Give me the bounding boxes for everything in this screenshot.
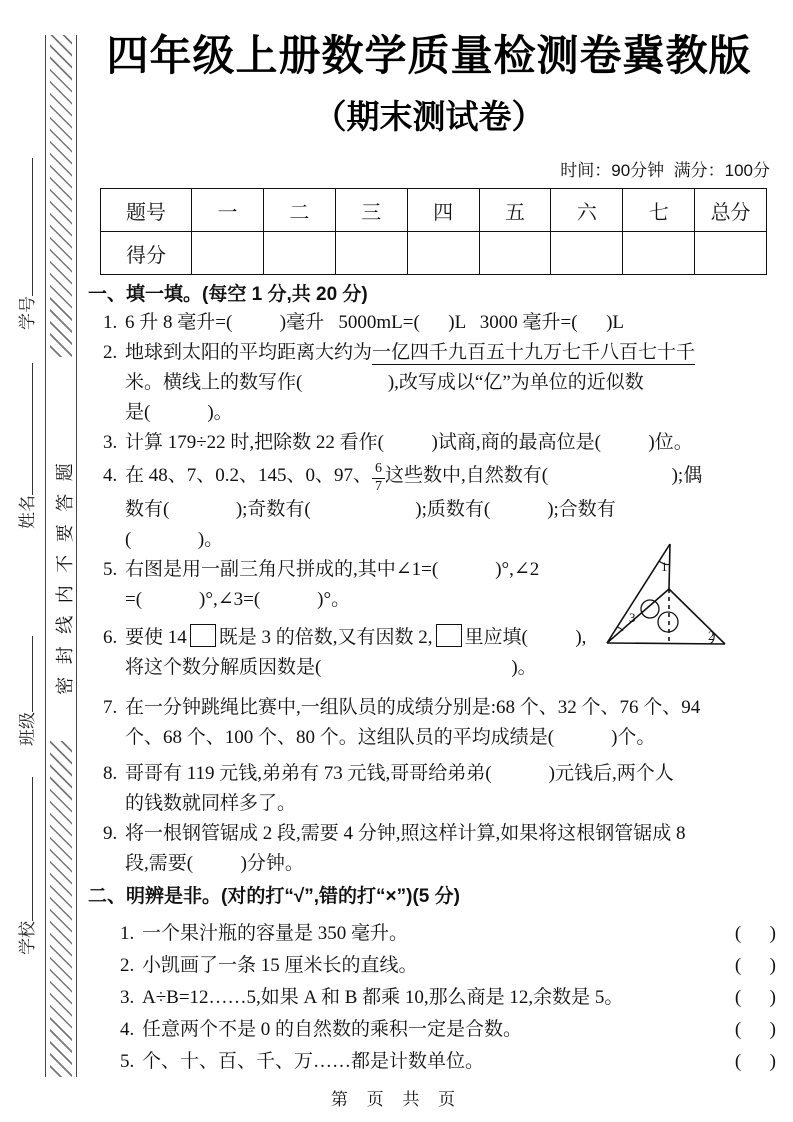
student-school-line (18, 777, 33, 921)
triangle-base (607, 643, 725, 644)
student-school-label (13, 777, 37, 955)
question-number: 3. (103, 432, 118, 453)
score-cell-empty (695, 232, 767, 275)
question-7 (103, 693, 770, 723)
seal-line-text: 密 封 线 内 不 要 答 题 (55, 459, 75, 695)
score-cell-empty (335, 232, 407, 275)
judge-item-3 (120, 982, 776, 1014)
angle-label-2: 2 (708, 628, 715, 643)
score-cell-empty (263, 232, 335, 275)
score-table-score-row (101, 232, 767, 275)
section1-heading: 一、填一填。(每空 1 分,共 20 分) (88, 284, 368, 305)
vertical-line-solid (669, 544, 670, 589)
question-text: 个、十、百、千、万……都是计数单位。 (142, 1050, 485, 1072)
ruler-hole-circle (658, 612, 678, 632)
score-cell-empty (407, 232, 479, 275)
question-2 (103, 338, 770, 368)
student-name-text: 姓名 (17, 495, 38, 529)
judge-item-1 (120, 918, 776, 950)
question-9-line2: 段,需要( )分钟。 (125, 852, 304, 874)
student-class-text: 班级 (17, 712, 38, 746)
paper-subtitle: （期末测试卷） (313, 98, 545, 135)
question-text: 地球到太阳的平均距离大约为 (125, 342, 373, 363)
answer-parentheses: ( ) (734, 1050, 776, 1072)
question-text: 小凯画了一条 15 厘米长的直线。 (142, 954, 418, 976)
judge-item-4 (120, 1014, 776, 1046)
underlined-number-text: 一亿四千九百五十九万七千八百七十千 (372, 342, 696, 363)
student-class-label (13, 636, 37, 746)
question-text: 任意两个不是 0 的自然数的乘积一定是合数。 (142, 1018, 523, 1040)
angle-label-1: 1 (661, 559, 668, 574)
question-7-line2: 个、68 个、100 个、80 个。这组队员的平均成绩是( )个。 (125, 726, 656, 748)
score-cell-empty (623, 232, 695, 275)
question-8 (103, 759, 770, 789)
score-cell-empty (551, 232, 623, 275)
question-text: 哥哥有 119 元钱,弟弟有 73 元钱,哥哥给弟弟( )元钱后,两个人 (125, 762, 674, 784)
fraction-six-sevenths (372, 462, 385, 494)
judge-text (120, 1046, 484, 1078)
question-number: 2. (120, 954, 135, 976)
section2-heading: 二、明辨是非。(对的打“√”,错的打“×”)(5 分) (88, 885, 460, 907)
score-table-header-row (101, 189, 767, 232)
question-2-line3: 是( )。 (125, 402, 233, 423)
question-number: 1. (120, 922, 135, 944)
angle-label-3: 3 (629, 610, 636, 625)
question-number: 5. (103, 558, 118, 580)
student-class-line (18, 636, 33, 712)
score-row-label: 得分 (101, 232, 192, 275)
question-text: 里应填( ), (464, 626, 587, 648)
page-footer: 第 页 共 页 (330, 1090, 463, 1109)
question-4-line3: ( )。 (125, 528, 224, 550)
student-id-label (13, 158, 37, 330)
time-score-info: 时间：90分钟 满分：100分 (560, 161, 770, 180)
score-table-cell: 二 (263, 189, 335, 232)
question-8-line2: 的钱数就同样多了。 (125, 792, 297, 814)
question-number: 3. (120, 986, 135, 1008)
score-table-cell: 五 (479, 189, 551, 232)
question-text: 6 升 8 毫升=( )毫升 5000mL=( )L 3000 毫升=( )L (125, 312, 625, 333)
seal-line-strip (45, 35, 77, 1077)
main-content (88, 22, 776, 1078)
judge-item-2 (120, 950, 776, 982)
ruler-hole-circle (641, 600, 659, 618)
question-number: 4. (120, 1018, 135, 1040)
score-table (100, 188, 767, 275)
question-number: 9. (103, 822, 118, 844)
question-6-line2: 将这个数分解质因数是( )。 (125, 656, 537, 678)
score-table-cell: 四 (407, 189, 479, 232)
score-cell-empty (479, 232, 551, 275)
answer-parentheses: ( ) (734, 986, 776, 1008)
question-number: 7. (103, 696, 118, 718)
hatch-pattern-top (50, 35, 72, 357)
question-1 (103, 308, 770, 338)
question-text: 计算 179÷22 时,把除数 22 看作( )试商,商的最高位是( )位。 (125, 432, 693, 453)
question-4-line2: 数有( );奇数有( );质数有( );合数有 (125, 498, 616, 520)
question-9 (103, 819, 770, 849)
question-5-line2: =( )°,∠3=( )°。 (125, 588, 351, 610)
question-text: 右图是用一副三角尺拼成的,其中∠1=( )°,∠2 (125, 558, 540, 580)
question-number: 2. (103, 342, 118, 363)
score-table-cell: 一 (192, 189, 264, 232)
score-table-cell: 六 (551, 189, 623, 232)
student-id-text: 学号 (17, 296, 38, 330)
score-table-cell: 七 (623, 189, 695, 232)
question-number: 4. (103, 465, 118, 486)
paper-title: 四年级上册数学质量检测卷冀教版 (106, 32, 752, 79)
answer-parentheses: ( ) (734, 922, 776, 944)
question-text: 在 48、7、0.2、145、0、97、 (125, 465, 373, 486)
question-text: 一个果汁瓶的容量是 350 毫升。 (142, 922, 409, 944)
question-text: 在一分钟跳绳比赛中,一组队员的成绩分别是:68 个、32 个、76 个、94 (125, 696, 701, 718)
hatch-pattern-bottom (50, 741, 72, 1077)
question-text: A÷B=12……5,如果 A 和 B 都乘 10,那么商是 12,余数是 5。 (142, 986, 624, 1008)
question-text: 这些数中,自然数有( );偶 (385, 465, 703, 486)
judge-text (120, 918, 408, 950)
question-text: 既是 3 的倍数,又有因数 2, (218, 626, 433, 648)
judge-item-5 (120, 1046, 776, 1078)
question-text: 将一根钢管锯成 2 段,需要 4 分钟,照这样计算,如果将这根钢管锯成 8 (125, 822, 686, 844)
question-number: 5. (120, 1050, 135, 1072)
student-name-line (18, 363, 33, 495)
question-number: 8. (103, 762, 118, 784)
judge-text (120, 1014, 522, 1046)
student-id-line (18, 158, 33, 296)
question-number: 1. (103, 312, 118, 333)
score-table-cell: 题号 (101, 189, 192, 232)
score-table-cell: 总分 (695, 189, 767, 232)
blank-box (190, 624, 216, 647)
judge-text (120, 982, 623, 1014)
question-2-line2: 米。横线上的数写作( ),改写成以“亿”为单位的近似数 (125, 372, 644, 393)
student-school-text: 学校 (17, 921, 38, 955)
blank-box (436, 624, 462, 647)
judge-text (120, 950, 418, 982)
student-name-label (13, 363, 37, 529)
triangle-figure (600, 538, 752, 652)
fraction-denominator: 7 (375, 479, 383, 494)
question-4 (103, 458, 770, 495)
score-cell-empty (192, 232, 264, 275)
answer-parentheses: ( ) (734, 954, 776, 976)
score-table-cell: 三 (335, 189, 407, 232)
question-number: 6. (103, 626, 118, 648)
inner-triangle-right-edge (669, 589, 725, 644)
fraction-numerator: 6 (372, 462, 385, 479)
answer-parentheses: ( ) (734, 1018, 776, 1040)
question-text: 要使 14 (125, 626, 187, 648)
question-3 (103, 428, 770, 458)
